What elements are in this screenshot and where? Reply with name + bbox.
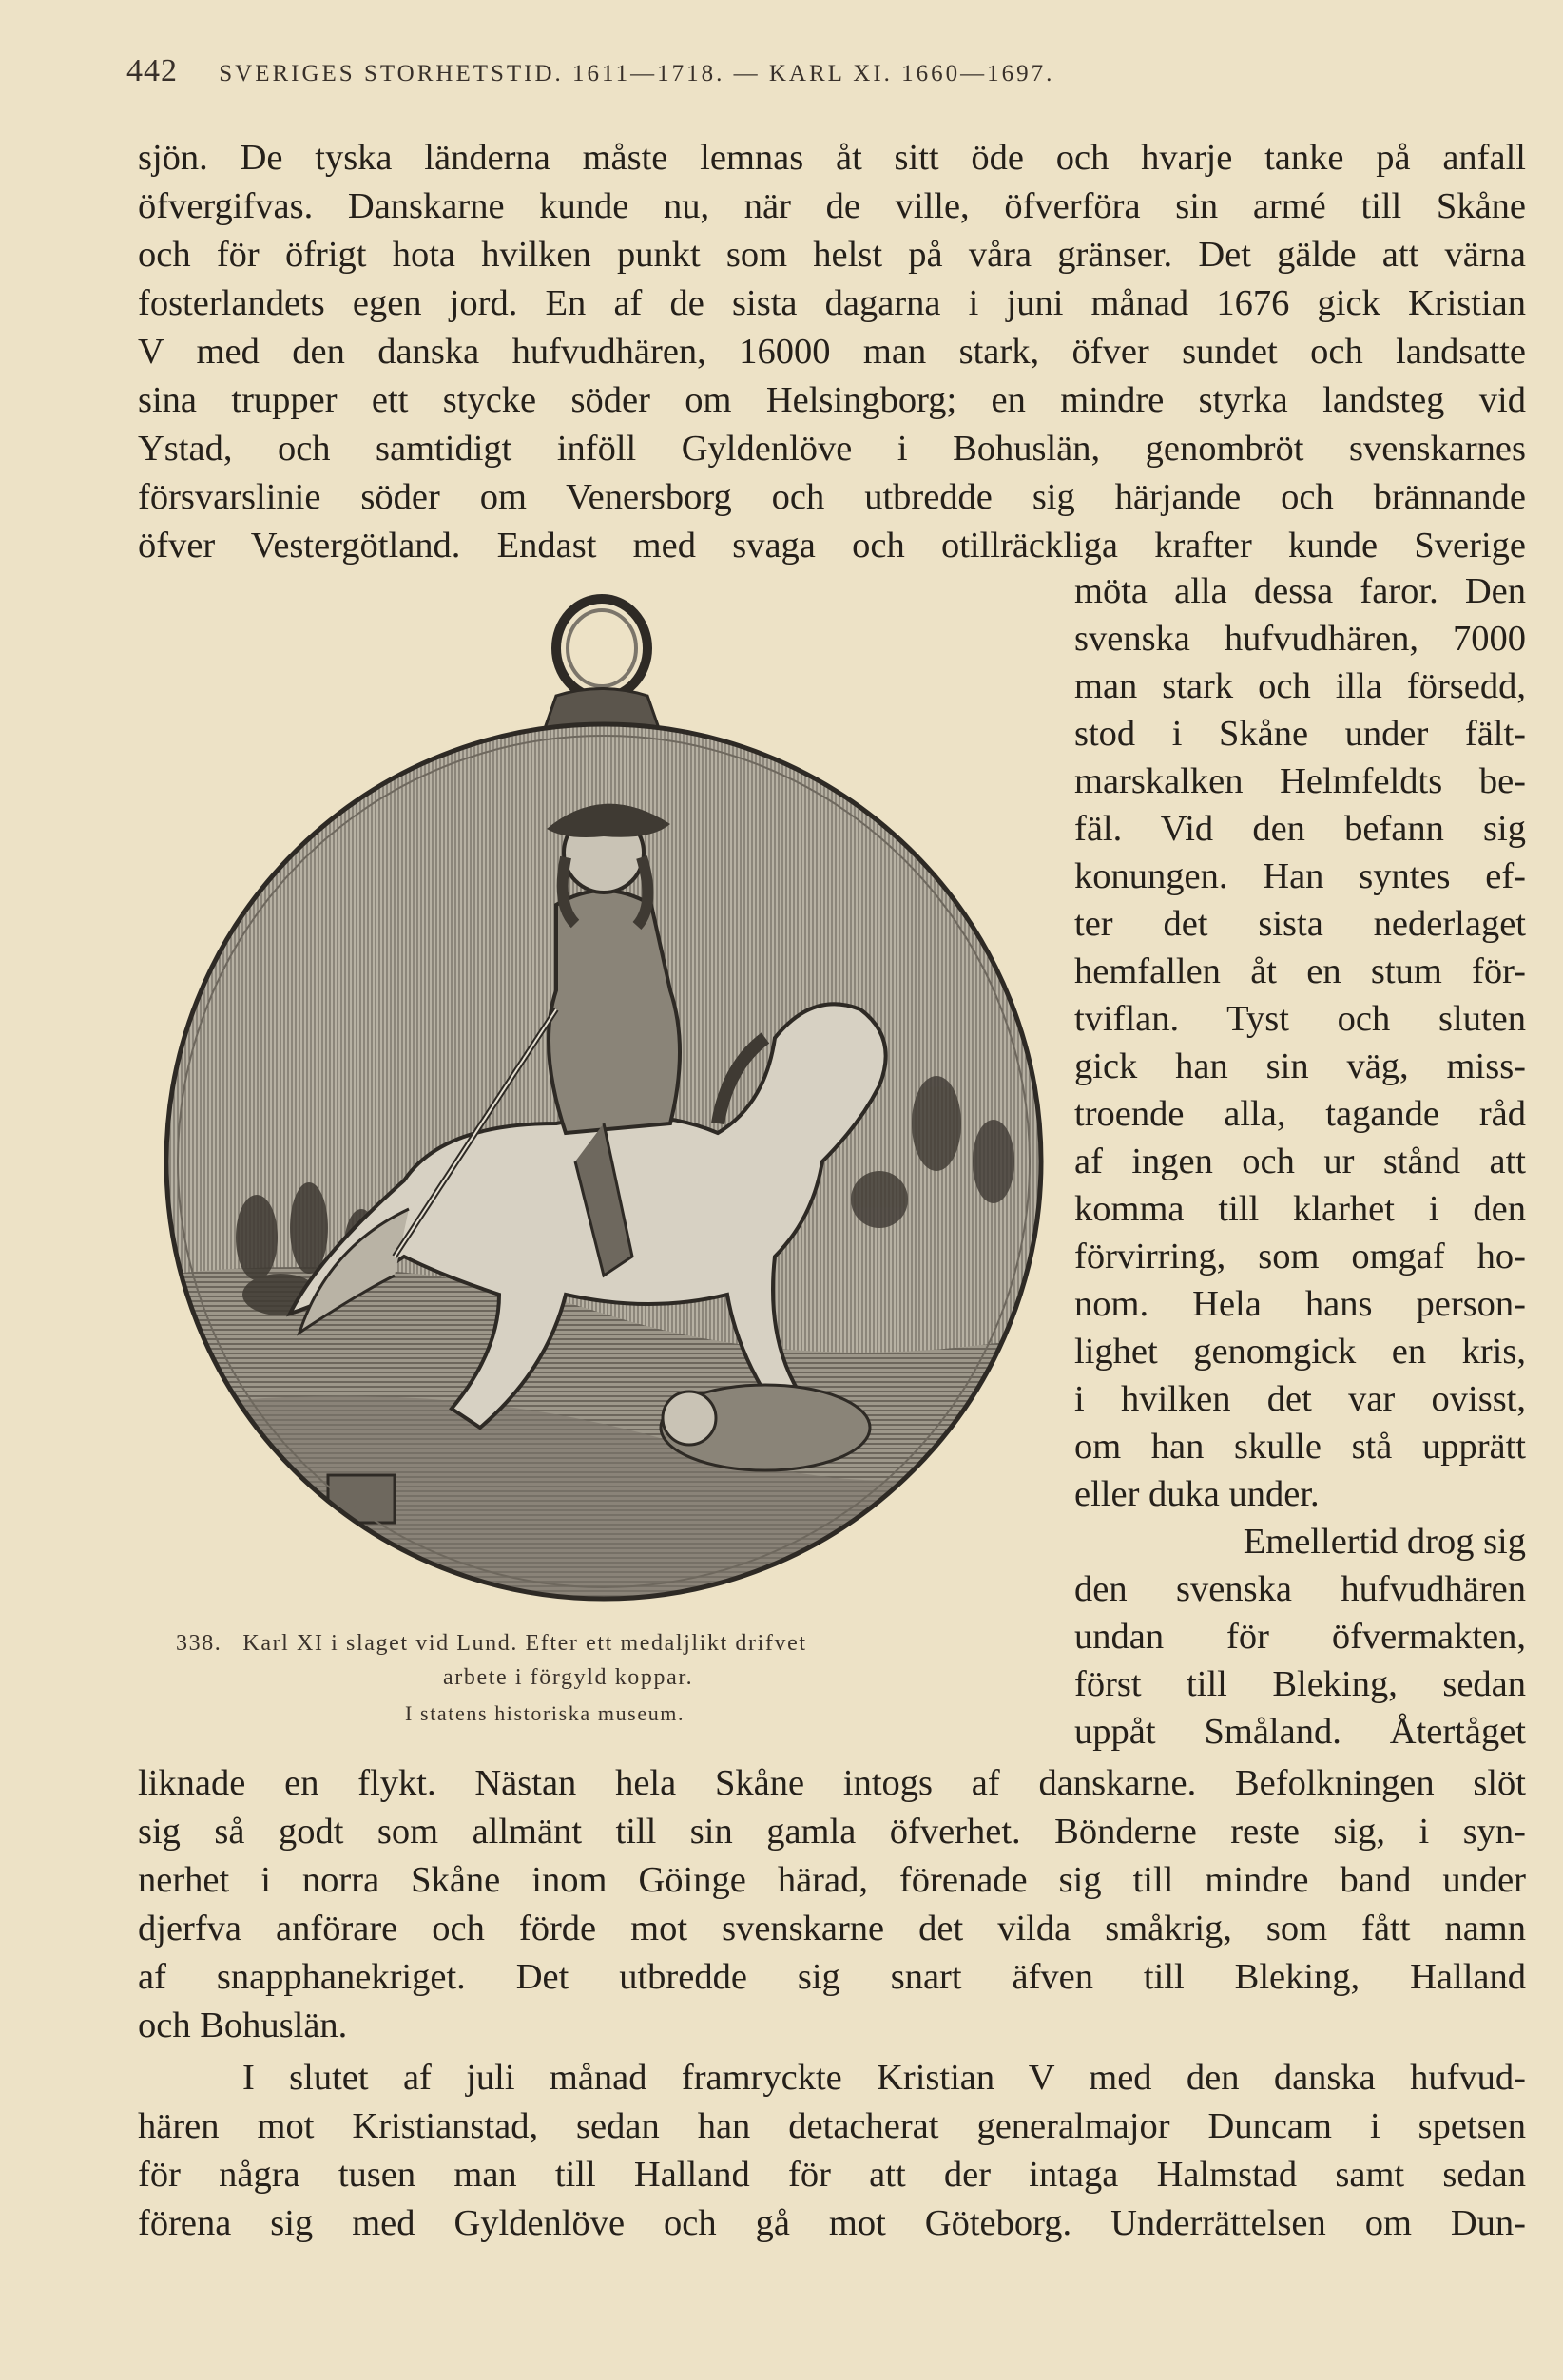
text-line: och för öfrigt hota hvilken punkt som helst på våra gränser. Det gälde att värna bbox=[138, 235, 1526, 275]
figure-caption-source: I statens historiska museum. bbox=[405, 1701, 685, 1725]
text-line: försvarslinie söder om Venersborg och utbredde sig härjande och brännande bbox=[138, 477, 1526, 517]
text-line: hären mot Kristianstad, sedan han detacherat generalmajor Duncam i spetsen bbox=[138, 2106, 1526, 2146]
text-line: af snapphanekriget. Det utbredde sig snart äfven till Bleking, Halland bbox=[138, 1957, 1526, 1997]
side-line: Emellertid drog sig bbox=[1243, 1522, 1526, 1562]
text-line: och Bohuslän. bbox=[138, 2006, 348, 2045]
side-line: först till Bleking, sedan bbox=[1074, 1664, 1526, 1704]
text-line: djerfva anförare och förde mot svenskarne det vilda småkrig, som fått namn bbox=[138, 1909, 1526, 1948]
side-line: komma till klarhet i den bbox=[1074, 1189, 1526, 1229]
side-line: troende alla, tagande råd bbox=[1074, 1094, 1526, 1134]
side-line: gick han sin väg, miss- bbox=[1074, 1046, 1526, 1086]
text-line: V med den danska hufvudhären, 16000 man stark, öfver sundet och landsatte bbox=[138, 332, 1526, 372]
text-line: sina trupper ett stycke söder om Helsingborg; en mindre styrka landsteg vid bbox=[138, 380, 1526, 420]
side-line: eller duka under. bbox=[1074, 1474, 1320, 1514]
figure-caption-text: Karl XI i slaget vid Lund. Efter ett medaljlikt drifvet bbox=[242, 1631, 807, 1656]
text-line: liknade en flykt. Nästan hela Skåne intogs af danskarne. Befolkningen slöt bbox=[138, 1763, 1526, 1803]
side-line: förvirring, som omgaf ho- bbox=[1074, 1237, 1526, 1276]
figure-caption-line1 bbox=[176, 1629, 807, 1658]
page-number: 442 bbox=[126, 53, 178, 88]
side-line: stod i Skåne under fält- bbox=[1074, 714, 1526, 754]
side-line: fäl. Vid den befann sig bbox=[1074, 809, 1526, 849]
text-line: fosterlandets egen jord. En af de sista dagarna i juni månad 1676 gick Kristian bbox=[138, 283, 1526, 323]
text-line: sig så godt som allmänt till sin gamla öfverhet. Bönderne reste sig, i syn- bbox=[138, 1812, 1526, 1852]
side-line: konungen. Han syntes ef- bbox=[1074, 856, 1526, 896]
side-line: ter det sista nederlaget bbox=[1074, 904, 1526, 944]
text-line: I slutet af juli månad framryckte Kristian V med den danska hufvud- bbox=[242, 2058, 1526, 2098]
figure-number: 338. bbox=[176, 1631, 222, 1656]
medallion-engraving bbox=[157, 591, 1060, 1627]
text-line: öfver Vestergötland. Endast med svaga och otillräckliga krafter kunde Sverige bbox=[138, 526, 1526, 566]
side-line: i hvilken det var ovisst, bbox=[1074, 1379, 1526, 1419]
text-line: sjön. De tyska länderna måste lemnas åt sitt öde och hvarje tanke på anfall bbox=[138, 138, 1526, 178]
figure-caption-line2: arbete i förgyld koppar. bbox=[443, 1665, 694, 1690]
side-line: lighet genomgick en kris, bbox=[1074, 1332, 1526, 1372]
side-line: den svenska hufvudhären bbox=[1074, 1569, 1526, 1609]
side-line: undan för öfvermakten, bbox=[1074, 1617, 1526, 1657]
side-line: nom. Hela hans person- bbox=[1074, 1284, 1526, 1324]
text-line: öfvergifvas. Danskarne kunde nu, när de ville, öfverföra sin armé till Skåne bbox=[138, 186, 1526, 226]
text-line: för några tusen man till Halland för att der intaga Halmstad samt sedan bbox=[138, 2155, 1526, 2195]
text-line: förena sig med Gyldenlöve och gå mot Göteborg. Underrättelsen om Dun- bbox=[138, 2203, 1526, 2243]
text-line: nerhet i norra Skåne inom Göinge härad, förenade sig till mindre band under bbox=[138, 1860, 1526, 1900]
side-line: man stark och illa försedd, bbox=[1074, 666, 1526, 706]
side-line: tviflan. Tyst och sluten bbox=[1074, 999, 1526, 1039]
medal-loop bbox=[543, 599, 661, 734]
side-line: möta alla dessa faror. Den bbox=[1074, 571, 1526, 611]
running-head bbox=[126, 53, 1400, 91]
side-line: af ingen och ur stånd att bbox=[1074, 1142, 1526, 1181]
side-line: marskalken Helmfeldts be- bbox=[1074, 761, 1526, 801]
side-line: svenska hufvudhären, 7000 bbox=[1074, 619, 1526, 659]
side-line: uppåt Småland. Återtåget bbox=[1074, 1712, 1526, 1752]
text-line: Ystad, och samtidigt inföll Gyldenlöve i Bohuslän, genombröt svenskarnes bbox=[138, 429, 1526, 469]
side-line: hemfallen åt en stum för- bbox=[1074, 951, 1526, 991]
running-title: SVERIGES STORHETSTID. 1611—1718. — KARL XI. 1660—1697. bbox=[219, 61, 1055, 86]
medallion-figure bbox=[157, 591, 1060, 1627]
side-line: om han skulle stå upprätt bbox=[1074, 1427, 1526, 1467]
